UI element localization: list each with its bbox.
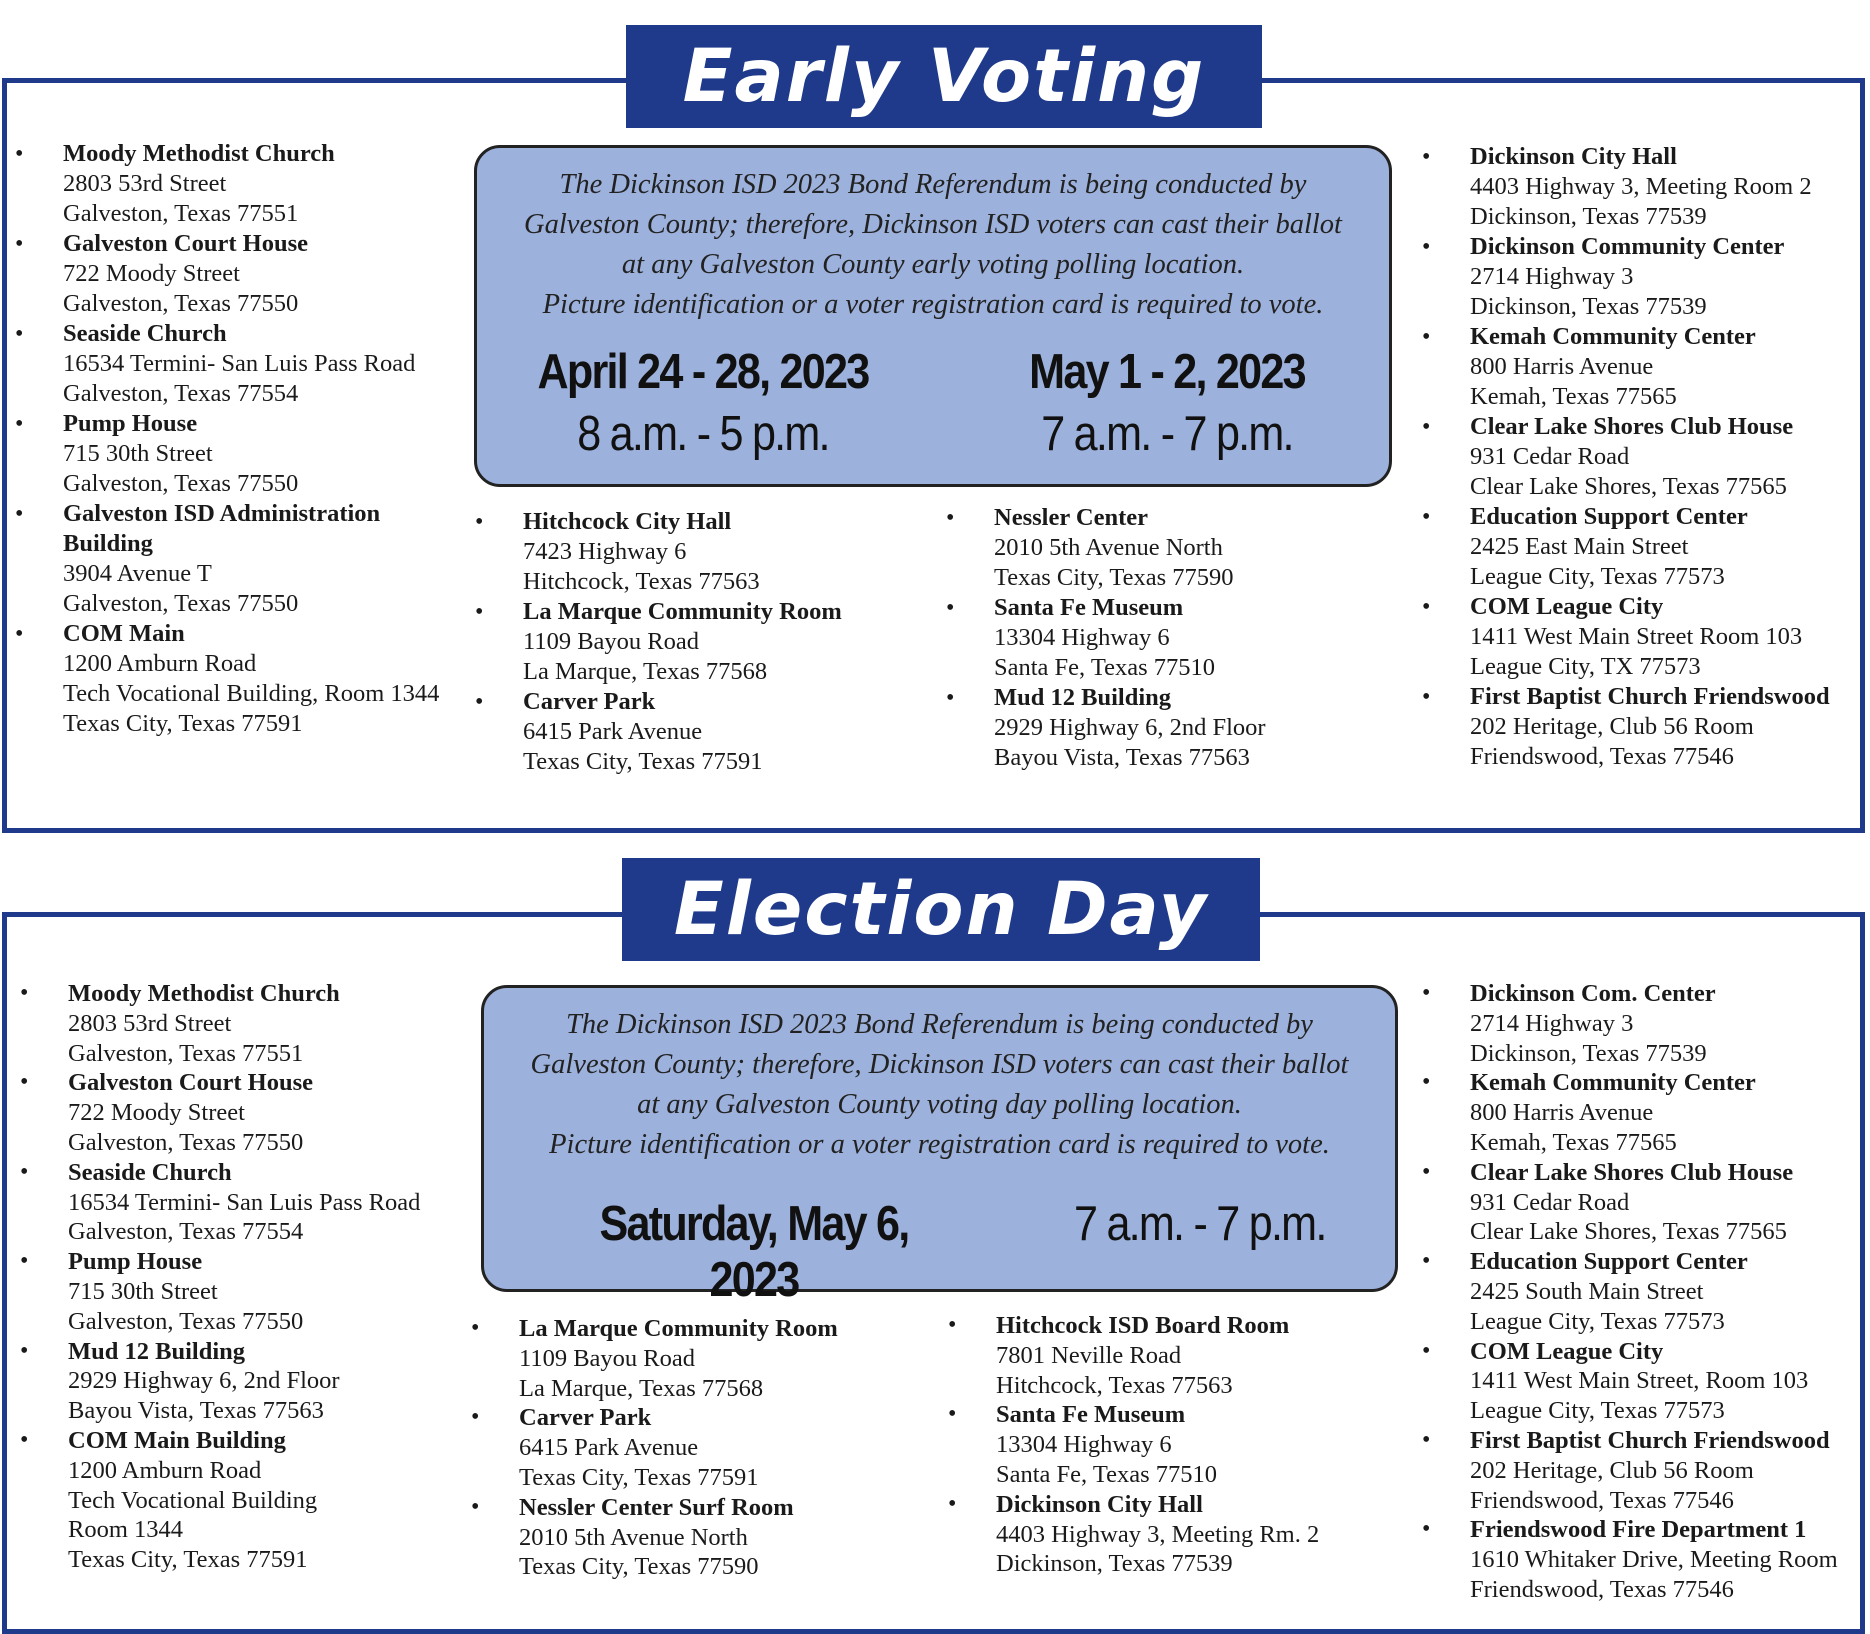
location-address-line: La Marque, Texas 77568 [523, 658, 768, 685]
location-name: • COM League City [1470, 593, 1664, 620]
early-voting-notice [477, 165, 1389, 325]
period-dates: April 24 - 28, 2023 [537, 345, 869, 399]
location-name: • First Baptist Church Friendswood [1470, 683, 1830, 710]
location-item [1424, 592, 1864, 682]
location-item [22, 979, 462, 1068]
location-item [1424, 142, 1864, 232]
location-address-line: 1411 West Main Street, Room 103 [1470, 1367, 1809, 1395]
period-hours: 8 a.m. - 5 p.m. [577, 407, 829, 461]
location-address-line: 7801 Neville Road [996, 1341, 1182, 1369]
election-date: Saturday, May 6, 2023 [599, 1197, 909, 1307]
early-voting-locations-col1 [17, 139, 457, 739]
location-address-line: 6415 Park Avenue [519, 1434, 699, 1462]
location-item [473, 1403, 893, 1492]
election-day-locations-col1 [22, 979, 462, 1575]
location-address-line: Dickinson, Texas 77539 [1470, 293, 1707, 320]
location-item [1424, 1515, 1864, 1604]
location-item [1424, 1247, 1864, 1336]
location-address-line: Galveston, Texas 77554 [63, 380, 299, 407]
location-address-line: Galveston, Texas 77551 [63, 200, 299, 227]
location-address-line: 7423 Highway 6 [523, 538, 687, 565]
location-item [17, 229, 457, 319]
location-address-line: 800 Harris Avenue [1470, 353, 1654, 380]
location-item [1424, 1158, 1864, 1247]
location-address-line: Galveston, Texas 77550 [68, 1128, 304, 1156]
location-item [1424, 979, 1864, 1068]
location-item [477, 597, 897, 687]
location-address-line: Santa Fe, Texas 77510 [994, 654, 1216, 681]
location-address-line: 16534 Termini- San Luis Pass Road [68, 1188, 421, 1216]
location-name: • Clear Lake Shores Club House [1470, 413, 1794, 440]
location-item [948, 593, 1348, 683]
location-address-line: 1109 Bayou Road [519, 1344, 696, 1372]
location-address-line: Santa Fe, Texas 77510 [996, 1460, 1218, 1488]
location-address-line: 722 Moody Street [63, 260, 240, 287]
location-address-line: 1200 Amburn Road [63, 650, 257, 677]
location-address-line: 2425 East Main Street [1470, 533, 1689, 560]
location-address-line: Dickinson, Texas 77539 [1470, 1039, 1707, 1067]
location-address-line: 2803 53rd Street [63, 170, 227, 197]
early-voting-title: Early Voting [626, 25, 1262, 128]
location-item [950, 1400, 1370, 1489]
location-name: • Education Support Center [1470, 503, 1748, 530]
period-hours: 7 a.m. - 7 p.m. [1041, 407, 1293, 461]
location-address-line: Tech Vocational Building, Room 1344 [63, 680, 440, 707]
early-voting-locations-col4 [1424, 142, 1864, 772]
location-address-line: 2714 Highway 3 [1470, 1009, 1634, 1037]
location-address-line: 4403 Highway 3, Meeting Room 2 [1470, 173, 1812, 200]
location-name: • Galveston ISD Administration [63, 500, 381, 527]
notice-line: Picture identification or a voter registration card is required to vote. [549, 1129, 1330, 1160]
location-address-line: Clear Lake Shores, Texas 77565 [1470, 473, 1787, 500]
early-voting-notice-box [474, 145, 1392, 487]
location-name: • Moody Methodist Church [68, 980, 340, 1007]
location-address-line: Kemah, Texas 77565 [1470, 1128, 1677, 1156]
location-item [1424, 502, 1864, 592]
location-item [477, 507, 897, 597]
location-address-line: 931 Cedar Road [1470, 1188, 1630, 1216]
election-day-title: Election Day [622, 858, 1260, 961]
location-item [22, 1158, 462, 1247]
election-day-notice-box [481, 985, 1398, 1307]
location-name: • COM Main Building [68, 1426, 286, 1454]
location-item [473, 1493, 893, 1582]
location-item [950, 1311, 1370, 1400]
location-address-line: 202 Heritage, Club 56 Room [1470, 713, 1754, 740]
location-address-line: 202 Heritage, Club 56 Room [1470, 1456, 1754, 1484]
location-address-line: Galveston, Texas 77550 [68, 1307, 304, 1335]
location-address-line: Clear Lake Shores, Texas 77565 [1470, 1218, 1787, 1246]
location-item [22, 1068, 462, 1157]
location-address-line: League City, Texas 77573 [1470, 1307, 1725, 1335]
location-address-line: Texas City, Texas 77591 [63, 710, 303, 737]
location-name: • First Baptist Church Friendswood [1470, 1426, 1830, 1454]
notice-line: Galveston County; therefore, Dickinson ISD voters can cast their ballot [530, 1049, 1349, 1080]
location-address-line: Dickinson, Texas 77539 [996, 1550, 1233, 1578]
location-name: • Santa Fe Museum [996, 1401, 1186, 1429]
location-address-line: Bayou Vista, Texas 77563 [68, 1397, 324, 1425]
location-item [473, 1314, 893, 1403]
period-dates: May 1 - 2, 2023 [1029, 345, 1305, 399]
location-name: • Dickinson Com. Center [1470, 980, 1716, 1007]
location-address-line: 13304 Highway 6 [994, 624, 1170, 651]
location-address-line: 1200 Amburn Road [68, 1456, 262, 1484]
location-name: • Dickinson City Hall [1470, 143, 1677, 170]
election-day-locations-col4 [1424, 979, 1864, 1605]
location-item [1424, 1068, 1864, 1157]
location-name: • Seaside Church [63, 320, 227, 347]
location-address-line: Dickinson, Texas 77539 [1470, 203, 1707, 230]
location-address-line: La Marque, Texas 77568 [519, 1374, 764, 1402]
location-address-line: 2010 5th Avenue North [994, 534, 1223, 561]
location-name: • Mud 12 Building [68, 1337, 246, 1365]
location-name: • COM League City [1470, 1337, 1664, 1365]
location-name: • Santa Fe Museum [994, 594, 1184, 621]
location-address-line: Kemah, Texas 77565 [1470, 383, 1677, 410]
location-name: • Kemah Community Center [1470, 323, 1756, 350]
location-address-line: 800 Harris Avenue [1470, 1099, 1654, 1127]
location-address-line: 2929 Highway 6, 2nd Floor [994, 714, 1266, 741]
period-may [935, 344, 1399, 462]
location-item [950, 1490, 1370, 1579]
notice-line: at any Galveston County voting day polling location. [637, 1089, 1242, 1120]
location-item [1424, 682, 1864, 772]
location-item [17, 499, 457, 619]
election-hours: 7 a.m. - 7 p.m. [1074, 1197, 1326, 1251]
early-voting-locations-col3 [948, 503, 1348, 773]
notice-line: Galveston County; therefore, Dickinson ISD voters can cast their ballot [524, 209, 1342, 240]
location-address-line: 931 Cedar Road [1470, 443, 1630, 470]
location-address-line: League City, Texas 77573 [1470, 563, 1725, 590]
location-address-line: Galveston, Texas 77550 [63, 470, 299, 497]
location-address-line: Texas City, Texas 77590 [519, 1553, 759, 1581]
location-address-line: Texas City, Texas 77591 [523, 748, 763, 775]
location-address-line: Tech Vocational Building [68, 1486, 318, 1514]
location-address-line: 2803 53rd Street [68, 1009, 232, 1037]
location-address-line: Texas City, Texas 77590 [994, 564, 1234, 591]
location-item [1424, 412, 1864, 502]
location-item [17, 319, 457, 409]
location-name: • La Marque Community Room [523, 598, 842, 625]
location-address-line: Bayou Vista, Texas 77563 [994, 744, 1250, 771]
location-address-line: 13304 Highway 6 [996, 1431, 1172, 1459]
election-day-notice [484, 1005, 1395, 1165]
location-address-line: 2010 5th Avenue North [519, 1523, 748, 1551]
location-address-line: Hitchcock, Texas 77563 [523, 568, 760, 595]
location-name: • Pump House [63, 410, 198, 437]
location-item [22, 1247, 462, 1336]
location-address-line: Galveston, Texas 77550 [63, 590, 299, 617]
location-address-line: Galveston, Texas 77550 [63, 290, 299, 317]
location-name: • Kemah Community Center [1470, 1069, 1756, 1097]
location-address-line: Friendswood, Texas 77546 [1470, 1486, 1734, 1514]
location-name: • Hitchcock City Hall [523, 508, 732, 535]
location-name: • Mud 12 Building [994, 684, 1172, 711]
location-name: • La Marque Community Room [519, 1315, 838, 1342]
location-item [1424, 232, 1864, 322]
election-day-locations-col3 [950, 1311, 1370, 1579]
location-address-line: 16534 Termini- San Luis Pass Road [63, 350, 416, 377]
notice-line: at any Galveston County early voting polling location. [621, 249, 1245, 280]
location-name: • Carver Park [519, 1404, 652, 1432]
location-address-line: Hitchcock, Texas 77563 [996, 1371, 1233, 1399]
location-address-line: 3904 Avenue T [63, 560, 212, 587]
location-name: • Hitchcock ISD Board Room [996, 1312, 1290, 1339]
location-address-line: Galveston, Texas 77554 [68, 1218, 304, 1246]
location-name: • Dickinson Community Center [1470, 233, 1785, 260]
location-item [17, 139, 457, 229]
location-name: • Pump House [68, 1248, 203, 1276]
location-address-line: 1109 Bayou Road [523, 628, 700, 655]
location-name: • Carver Park [523, 688, 656, 715]
location-address-line: 1610 Whitaker Drive, Meeting Room [1470, 1546, 1838, 1574]
notice-line: Picture identification or a voter registration card is required to vote. [542, 289, 1324, 320]
location-address-line: Galveston, Texas 77551 [68, 1039, 304, 1067]
notice-line: The Dickinson ISD 2023 Bond Referendum is being conducted by [566, 1009, 1313, 1040]
location-item [948, 503, 1348, 593]
location-item [1424, 1337, 1864, 1426]
location-address-line: 4403 Highway 3, Meeting Rm. 2 [996, 1520, 1320, 1548]
location-address-line: Room 1344 [68, 1516, 184, 1544]
period-april [471, 344, 935, 462]
location-name: • Seaside Church [68, 1158, 232, 1186]
location-address-line: 1411 West Main Street Room 103 [1470, 623, 1803, 650]
location-name: • Friendswood Fire Department 1 [1470, 1516, 1807, 1544]
location-name: • Moody Methodist Church [63, 140, 335, 167]
location-name: • Nessler Center Surf Room [519, 1493, 794, 1521]
location-name: • Education Support Center [1470, 1248, 1748, 1276]
location-address-line: 2929 Highway 6, 2nd Floor [68, 1367, 340, 1395]
location-name: • Galveston Court House [68, 1069, 313, 1097]
location-item [1424, 1426, 1864, 1515]
notice-line: The Dickinson ISD 2023 Bond Referendum is being conducted by [559, 169, 1307, 200]
location-item [948, 683, 1348, 773]
location-item [477, 687, 897, 777]
location-name: • Dickinson City Hall [996, 1490, 1203, 1518]
location-name: • Galveston Court House [63, 230, 308, 257]
location-item [22, 1337, 462, 1426]
location-name: • Clear Lake Shores Club House [1470, 1158, 1794, 1186]
early-voting-locations-col2 [477, 507, 897, 777]
location-address-line: Friendswood, Texas 77546 [1470, 743, 1734, 770]
location-item [17, 619, 457, 739]
location-address-line: 715 30th Street [63, 440, 213, 467]
location-address-line: 2425 South Main Street [1470, 1277, 1704, 1305]
election-day-locations-col2 [473, 1314, 893, 1582]
location-address-line: League City, Texas 77573 [1470, 1397, 1725, 1425]
location-address-line: Texas City, Texas 77591 [68, 1546, 308, 1574]
location-name: • COM Main [63, 620, 185, 647]
location-item [1424, 322, 1864, 412]
location-name: • Nessler Center [994, 504, 1148, 531]
location-address-line: Texas City, Texas 77591 [519, 1463, 759, 1491]
location-address-line: 2714 Highway 3 [1470, 263, 1634, 290]
location-item [17, 409, 457, 499]
location-item [22, 1426, 462, 1575]
location-address-line: 715 30th Street [68, 1277, 218, 1305]
early-voting-periods [477, 344, 1389, 462]
location-address-line: League City, TX 77573 [1470, 653, 1701, 680]
location-address-line: Friendswood, Texas 77546 [1470, 1575, 1734, 1603]
location-address-line: 722 Moody Street [68, 1099, 245, 1127]
location-address-line: 6415 Park Avenue [523, 718, 703, 745]
location-name-continued: Building [63, 530, 153, 557]
